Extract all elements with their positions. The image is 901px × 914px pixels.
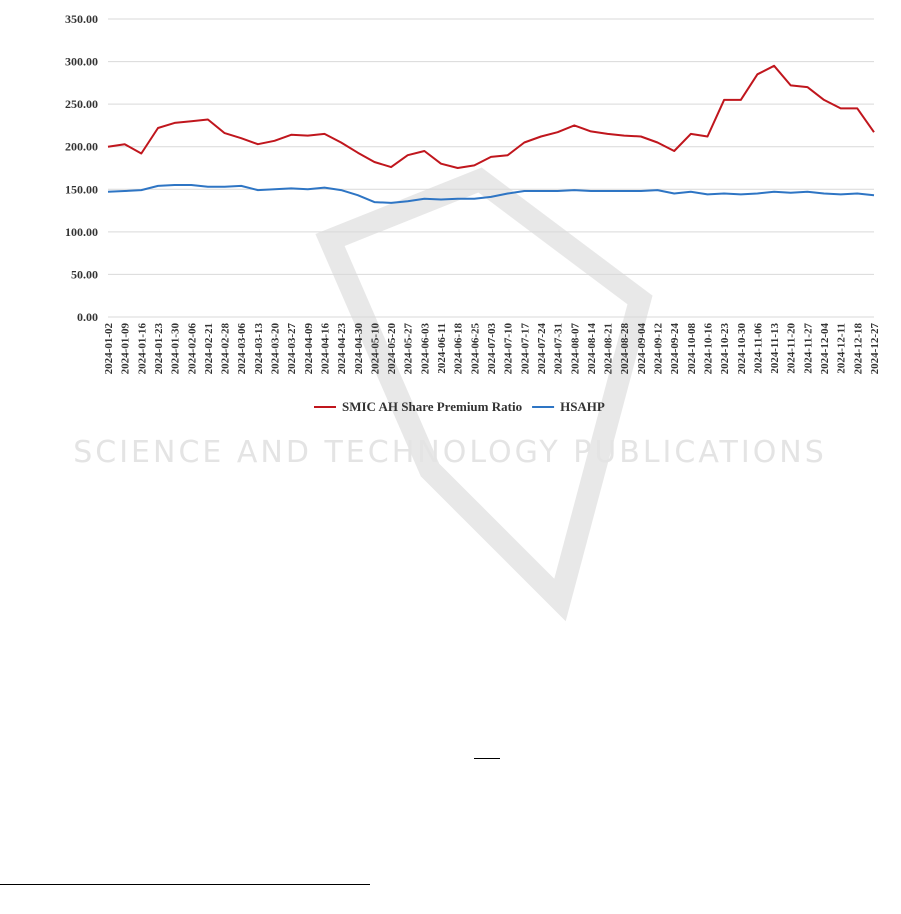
- chart-series-lines: [108, 66, 874, 203]
- x-tick-label: 2024-02-06: [186, 323, 199, 375]
- x-tick-label: 2024-03-20: [269, 323, 282, 375]
- x-tick-label: 2024-10-30: [735, 323, 748, 375]
- fraction-bar: [474, 758, 500, 759]
- x-tick-label: 2024-03-06: [236, 323, 249, 375]
- x-tick-label: 2024-12-18: [852, 323, 865, 375]
- x-tick-label: 2024-11-20: [785, 323, 798, 374]
- x-tick-label: 2024-11-06: [752, 323, 765, 374]
- watermark-text: SCIENCE AND TECHNOLOGY PUBLICATIONS: [73, 435, 827, 470]
- x-tick-label: 2024-10-16: [702, 323, 715, 375]
- x-tick-label: 2024-02-21: [202, 323, 215, 375]
- x-tick-label: 2024-12-11: [835, 323, 848, 374]
- x-tick-label: 2024-07-17: [519, 323, 532, 375]
- x-tick-label: 2024-05-27: [402, 323, 415, 375]
- x-tick-label: 2024-03-13: [252, 323, 265, 375]
- chart-gridlines: [108, 19, 874, 317]
- x-tick-label: 2024-12-04: [819, 323, 832, 375]
- y-tick-label: 250.00: [65, 97, 98, 112]
- x-tick-label: 2024-04-09: [302, 323, 315, 375]
- legend-label: HSAHP: [560, 399, 605, 414]
- x-tick-label: 2024-08-07: [569, 323, 582, 375]
- x-tick-label: 2024-05-10: [369, 323, 382, 375]
- x-tick-label: 2024-02-28: [219, 323, 232, 375]
- x-tick-label: 2024-07-24: [535, 323, 548, 375]
- series-line-smic-premium: [108, 66, 874, 168]
- x-tick-label: 2024-01-09: [119, 323, 132, 375]
- x-tick-label: 2024-11-13: [769, 323, 782, 374]
- x-tick-label: 2024-05-20: [386, 323, 399, 375]
- y-tick-label: 200.00: [65, 139, 98, 154]
- y-tick-label: 100.00: [65, 224, 98, 239]
- x-tick-label: 2024-10-23: [719, 323, 732, 375]
- y-tick-label: 50.00: [71, 267, 98, 282]
- x-tick-label: 2024-07-31: [552, 323, 565, 375]
- x-tick-label: 2024-07-03: [486, 323, 498, 375]
- y-tick-label: 150.00: [65, 182, 98, 197]
- x-tick-label: 2024-01-30: [169, 323, 182, 375]
- x-tick-label: 2024-06-11: [436, 323, 449, 374]
- series-line-hsahp: [108, 185, 874, 203]
- x-tick-label: 2024-06-18: [452, 323, 465, 375]
- footnote-rule: [0, 884, 370, 885]
- x-tick-label: 2024-04-23: [336, 323, 349, 375]
- x-tick-label: 2024-09-04: [635, 323, 648, 375]
- x-tick-label: 2024-10-08: [685, 323, 698, 375]
- x-tick-label: 2024-04-30: [352, 323, 365, 375]
- x-tick-label: 2024-04-16: [319, 323, 332, 375]
- x-tick-label: 2024-01-02: [103, 323, 115, 375]
- line-chart: [0, 0, 901, 440]
- x-tick-label: 2024-03-27: [286, 323, 299, 375]
- legend-label: SMIC AH Share Premium Ratio: [342, 399, 523, 414]
- x-tick-label: 2024-08-21: [602, 323, 615, 375]
- x-tick-label: 2024-07-10: [502, 323, 515, 375]
- x-tick-label: 2024-08-28: [619, 323, 632, 375]
- x-tick-label: 2024-09-12: [652, 323, 665, 375]
- y-axis-tick-labels: [65, 12, 98, 324]
- chart-legend: [314, 399, 605, 414]
- y-tick-label: 350.00: [65, 12, 98, 26]
- x-axis-tick-labels: [103, 323, 881, 375]
- x-tick-label: 2024-06-25: [469, 323, 482, 375]
- x-tick-label: 2024-12-27: [869, 323, 881, 375]
- x-tick-label: 2024-11-27: [802, 323, 815, 374]
- x-tick-label: 2024-09-24: [669, 323, 682, 375]
- x-tick-label: 2024-06-03: [419, 323, 432, 375]
- x-tick-label: 2024-01-16: [136, 323, 149, 375]
- x-tick-label: 2024-08-14: [585, 323, 598, 375]
- y-tick-label: 0.00: [77, 310, 98, 324]
- y-tick-label: 300.00: [65, 54, 98, 69]
- x-tick-label: 2024-01-23: [152, 323, 165, 375]
